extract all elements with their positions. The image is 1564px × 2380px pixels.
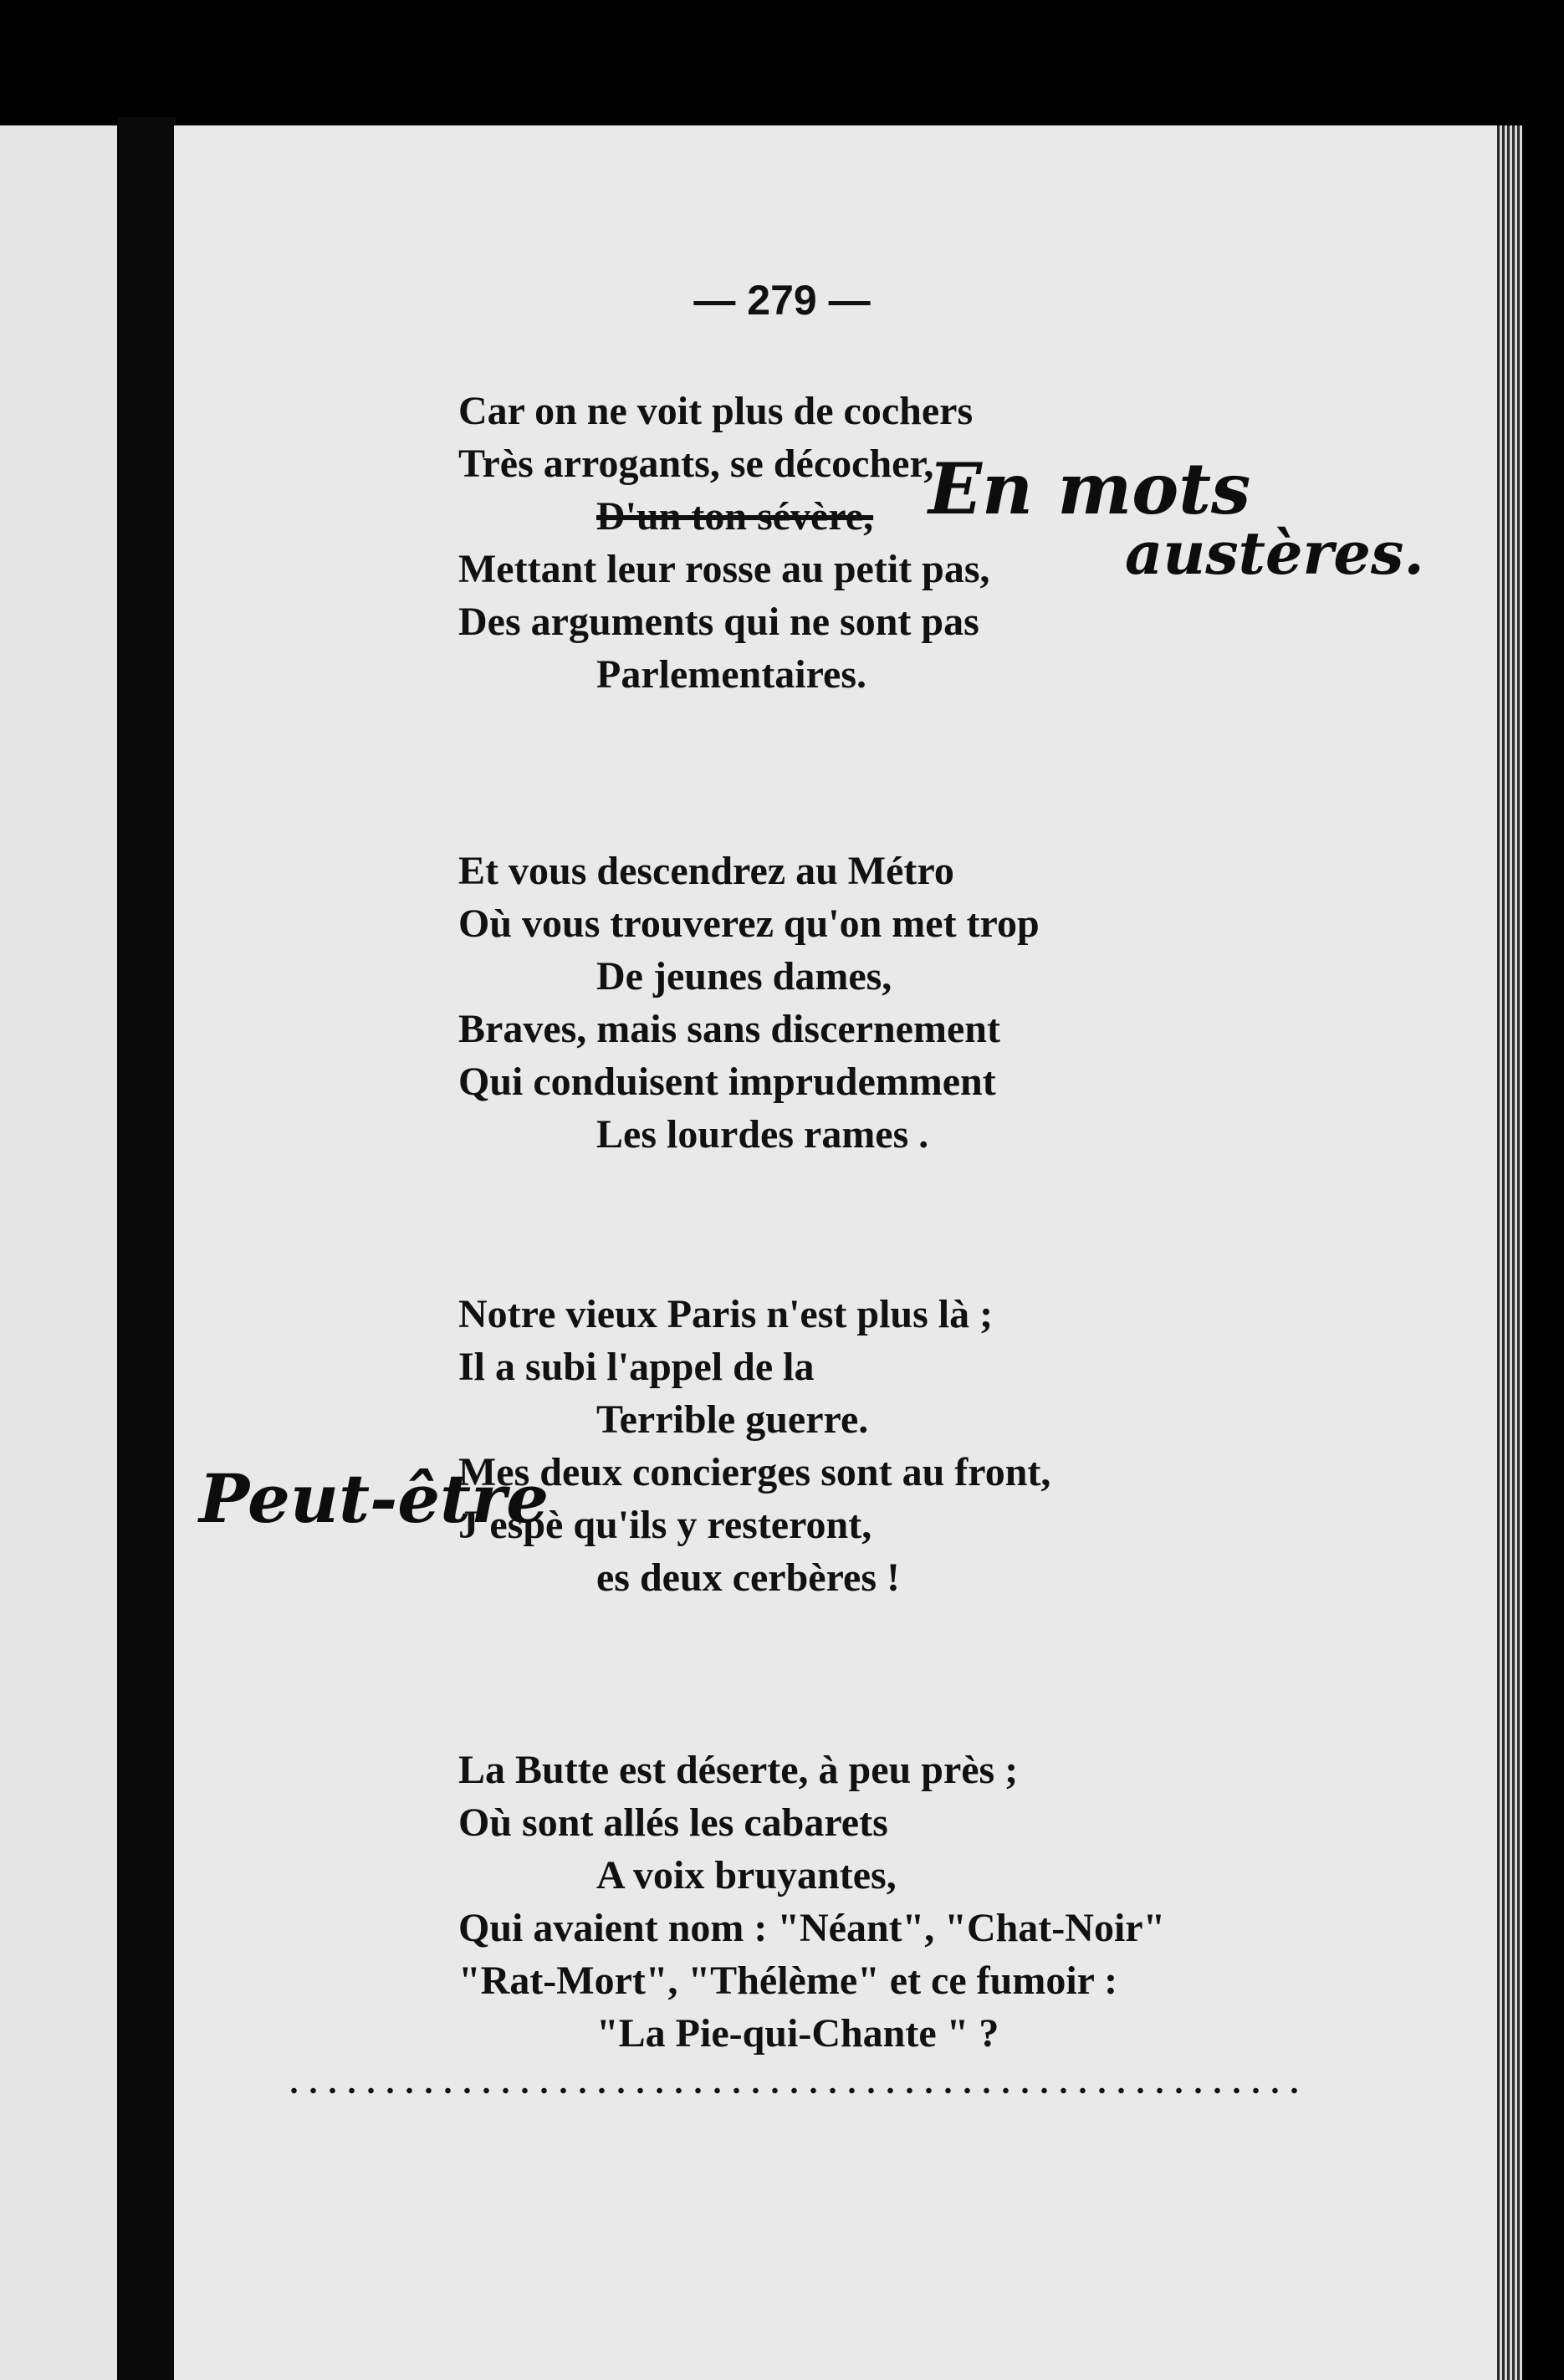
poem-line: "La Pie-qui-Chante " ?	[596, 2011, 999, 2056]
poem-line: Qui avaient nom : "Néant", "Chat-Noir"	[458, 1906, 1166, 1950]
poem-line: Où vous trouverez qu'on met trop	[458, 901, 1040, 946]
handwritten-note: austères.	[1125, 518, 1424, 588]
poem-line: Très arrogants, se décocher,	[458, 442, 934, 486]
poem-line: Les lourdes rames .	[596, 1112, 929, 1157]
poem-line: Mettant leur rosse au petit pas,	[458, 547, 990, 591]
poem-line: Parlementaires.	[596, 652, 866, 697]
poem-line: Des arguments qui ne sont pas	[458, 600, 979, 644]
page-number: — 279 —	[693, 277, 871, 324]
dotted-separator	[284, 2087, 1305, 2094]
poem-line: Et vous descendrez au Métro	[458, 849, 954, 893]
poem-line: Mes deux concierges sont au front,	[458, 1450, 1051, 1494]
scan-border	[1522, 117, 1564, 2380]
handwritten-note: En mots	[928, 447, 1251, 530]
poem-line: Braves, mais sans discernement	[458, 1007, 1000, 1051]
stanza-3	[458, 1288, 1462, 1604]
struck-poem-line: D'un ton sévère,	[596, 494, 874, 539]
poem-line: Il a subi l'appel de la	[458, 1345, 815, 1389]
poem-line: A voix bruyantes,	[596, 1853, 897, 1897]
poem-line: J'espè qu'ils y resteront,	[458, 1503, 872, 1547]
poem-line: Car on ne voit plus de cochers	[458, 389, 974, 433]
handwritten-note: Peut-être	[199, 1459, 549, 1538]
poem-line: "Rat-Mort", "Thélème" et ce fumoir :	[458, 1959, 1118, 2003]
poem-line: Notre vieux Paris n'est plus là ;	[458, 1292, 994, 1336]
poem-line: Où sont allés les cabarets	[458, 1800, 888, 1845]
book-spine	[117, 117, 176, 2380]
poem-line: Terrible guerre.	[596, 1397, 869, 1442]
poem-line: es deux cerbères !	[596, 1555, 900, 1600]
left-page-edge	[0, 125, 117, 2380]
stanza-4	[458, 1744, 1462, 2060]
poem-line: La Butte est déserte, à peu près ;	[458, 1748, 1019, 1792]
poem-line: De jeunes dames,	[596, 954, 892, 998]
stanza-2	[458, 845, 1462, 1161]
poem-line: Qui conduisent imprudemment	[458, 1060, 996, 1104]
page-edge-stack	[1497, 125, 1522, 2380]
